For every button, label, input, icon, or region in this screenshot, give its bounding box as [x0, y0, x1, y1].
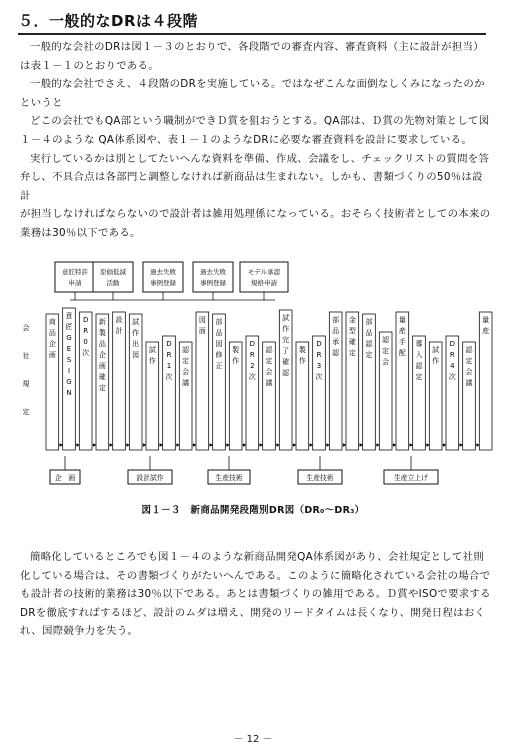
stage-label: 試作完了確認 — [282, 314, 290, 377]
stage-column — [196, 312, 209, 450]
stage-label: 部品承認 — [332, 316, 340, 357]
paragraph-line: 簡略化しているところでも図１－４のような新商品開発QA体系図があり、会社規定として社則 — [30, 551, 485, 563]
stage-label: 認定会議 — [465, 346, 473, 387]
paragraph-line: も設計者の技術的業務は30％以下である。あとは書類づくりの雑用である。Ｄ賞やISOで要求する — [20, 588, 491, 601]
stage-label: 量産 — [482, 316, 490, 335]
paragraph-line: DRを徹底すればするほど、設計のムダは増え、開発のリードタイムは長くなり、開発日程はおく — [20, 606, 486, 619]
stage-label: 製作 — [232, 346, 240, 365]
company-rules-label — [23, 323, 30, 416]
dr-stage-diagram — [0, 250, 506, 540]
stage-column — [79, 312, 92, 450]
stage-label: 新製品企画確定 — [98, 318, 106, 392]
stage-label: 試作出図 — [132, 318, 140, 359]
stage-column — [263, 342, 276, 450]
top-box-line: 事例登録 — [200, 279, 226, 287]
stage-column — [146, 342, 159, 450]
top-box — [143, 262, 183, 292]
page-number: － 12 － — [233, 734, 273, 745]
stage-column — [346, 312, 359, 450]
stage-columns — [46, 308, 492, 450]
paragraph-line: 一般的な会社でさえ、４段階のDRを実施している。ではなぜこんな面倒なしくみになったのか — [30, 78, 485, 91]
stage-column — [363, 314, 376, 450]
stage-label: 認定会議 — [265, 346, 273, 387]
stage-label: 試作 — [148, 346, 156, 365]
left-label-char: 社 — [22, 352, 30, 360]
stage-column — [296, 342, 309, 450]
stage-column — [229, 342, 242, 450]
stage-label: 量産手配 — [398, 316, 406, 357]
section-heading: ５．一般的なDRは４段階 — [18, 10, 486, 35]
stage-label: 設計 — [115, 316, 123, 335]
top-box-line: 申請 — [68, 279, 82, 287]
stage-column — [213, 314, 226, 450]
figure-caption: 図１－３ 新商品開発段階別DR図（DR₀～DR₃） — [141, 505, 365, 516]
stage-label: D R 0 次 — [82, 316, 90, 357]
stage-column — [463, 342, 476, 450]
stage-label: 試作 — [432, 346, 440, 365]
stage-column — [96, 314, 109, 450]
top-box — [193, 262, 233, 292]
paragraph-line: どこの会社でもQA部という職制ができＤ賞を狙おうとする。QA部は、Ｄ賞の先物対策として図 — [30, 115, 490, 128]
top-box — [240, 262, 288, 292]
stage-label: 図面 — [198, 316, 206, 335]
bottom-box — [208, 456, 250, 484]
bottom-box — [384, 456, 438, 484]
body-text-bottom — [20, 548, 492, 641]
body-text-top — [20, 38, 492, 243]
paragraph-line: が担当しなければならないので設計者は雑用処理係になっている。おそらく技術者としての本来の — [20, 208, 491, 221]
top-box — [93, 262, 133, 292]
stage-label: D R 2 次 — [248, 340, 256, 381]
stage-column — [63, 308, 76, 450]
stage-column — [129, 314, 142, 450]
top-box-line: 活動 — [106, 279, 120, 287]
stage-column — [246, 336, 259, 450]
top-box — [55, 262, 95, 292]
stage-column — [479, 312, 492, 450]
top-box-line: 事例登録 — [150, 279, 176, 287]
stage-column — [429, 342, 442, 450]
stage-label: D R 1 次 — [165, 340, 173, 381]
top-box-line: 意匠特許 — [62, 268, 88, 276]
bottom-box-label: 設計試作 — [136, 474, 164, 482]
stage-column — [446, 336, 459, 450]
paragraph-line: れ、国際競争力を失う。 — [20, 625, 139, 638]
bottom-box-label: 企 画 — [54, 474, 76, 482]
top-box-line: 規格申請 — [251, 279, 277, 287]
bottom-box-label: 生産立上げ — [394, 474, 428, 482]
top-boxes — [55, 262, 288, 300]
bottom-box — [298, 456, 342, 484]
stage-column — [379, 332, 392, 450]
bottom-box-label: 生産技術 — [215, 474, 243, 482]
stage-column — [179, 342, 192, 450]
stage-column — [113, 312, 126, 450]
stage-column — [396, 312, 409, 450]
paragraph-line: 業務は30％以下である。 — [20, 226, 141, 239]
top-box-line: 原価低減 — [100, 268, 126, 276]
stage-label: 製作 — [298, 346, 306, 365]
paragraph-line: 弁し、不具合点は各部門と調整しなければ新商品は生まれない。しかも、書類づくりの50％は設計 — [20, 171, 483, 202]
stage-label: 金型確定 — [348, 316, 356, 357]
bottom-boxes — [50, 456, 438, 484]
paragraph-line: １－４のような QA体系図や、表１－１のようなDRに必要な審査資料を設計に要求している。 — [20, 133, 473, 146]
top-box-line: モデル承認 — [247, 268, 281, 276]
stage-label: 意匠 G E S I G N — [65, 312, 73, 397]
stage-column — [413, 336, 426, 450]
stage-label: 商品企画 — [48, 318, 56, 359]
stage-label: 認定会議 — [182, 346, 190, 387]
paragraph-line: は表１－１のとおりである。 — [20, 59, 159, 72]
stage-column — [329, 312, 342, 450]
stage-label: D R 3 次 — [315, 340, 323, 381]
left-label-char: 定 — [22, 408, 30, 416]
top-box-line: 過去失敗 — [200, 268, 226, 276]
bottom-box — [50, 456, 80, 484]
bottom-box-label: 生産技術 — [306, 474, 334, 482]
top-box-line: 過去失敗 — [150, 268, 176, 276]
paragraph-line: 実行しているかは別としてたいへんな資料を準備、作成、会議をし、チェックリストの質問を答 — [30, 152, 490, 165]
stage-column — [279, 310, 292, 450]
left-label-char: 会 — [22, 324, 30, 332]
left-label-char: 規 — [22, 380, 30, 388]
paragraph-line: 一般的な会社のDRは図１－３のとおりで、各段階での審査内容、審査資料（主に設計が担当） — [30, 41, 484, 53]
stage-column — [163, 336, 176, 450]
stage-label: 部品認定 — [365, 318, 373, 359]
stage-column — [46, 314, 59, 450]
stage-label: 導入認定 — [415, 340, 423, 381]
stage-label: 部品図修正 — [215, 318, 223, 370]
stage-label: D R 4 次 — [448, 340, 456, 381]
bottom-box — [128, 456, 172, 484]
paragraph-line: 化している場合は、その書類づくりがたいへんである。このように簡略化されている会社の場合で — [20, 569, 491, 582]
paragraph-line: というと — [20, 96, 63, 109]
stage-label: 認定会 — [382, 336, 390, 366]
stage-column — [313, 336, 326, 450]
